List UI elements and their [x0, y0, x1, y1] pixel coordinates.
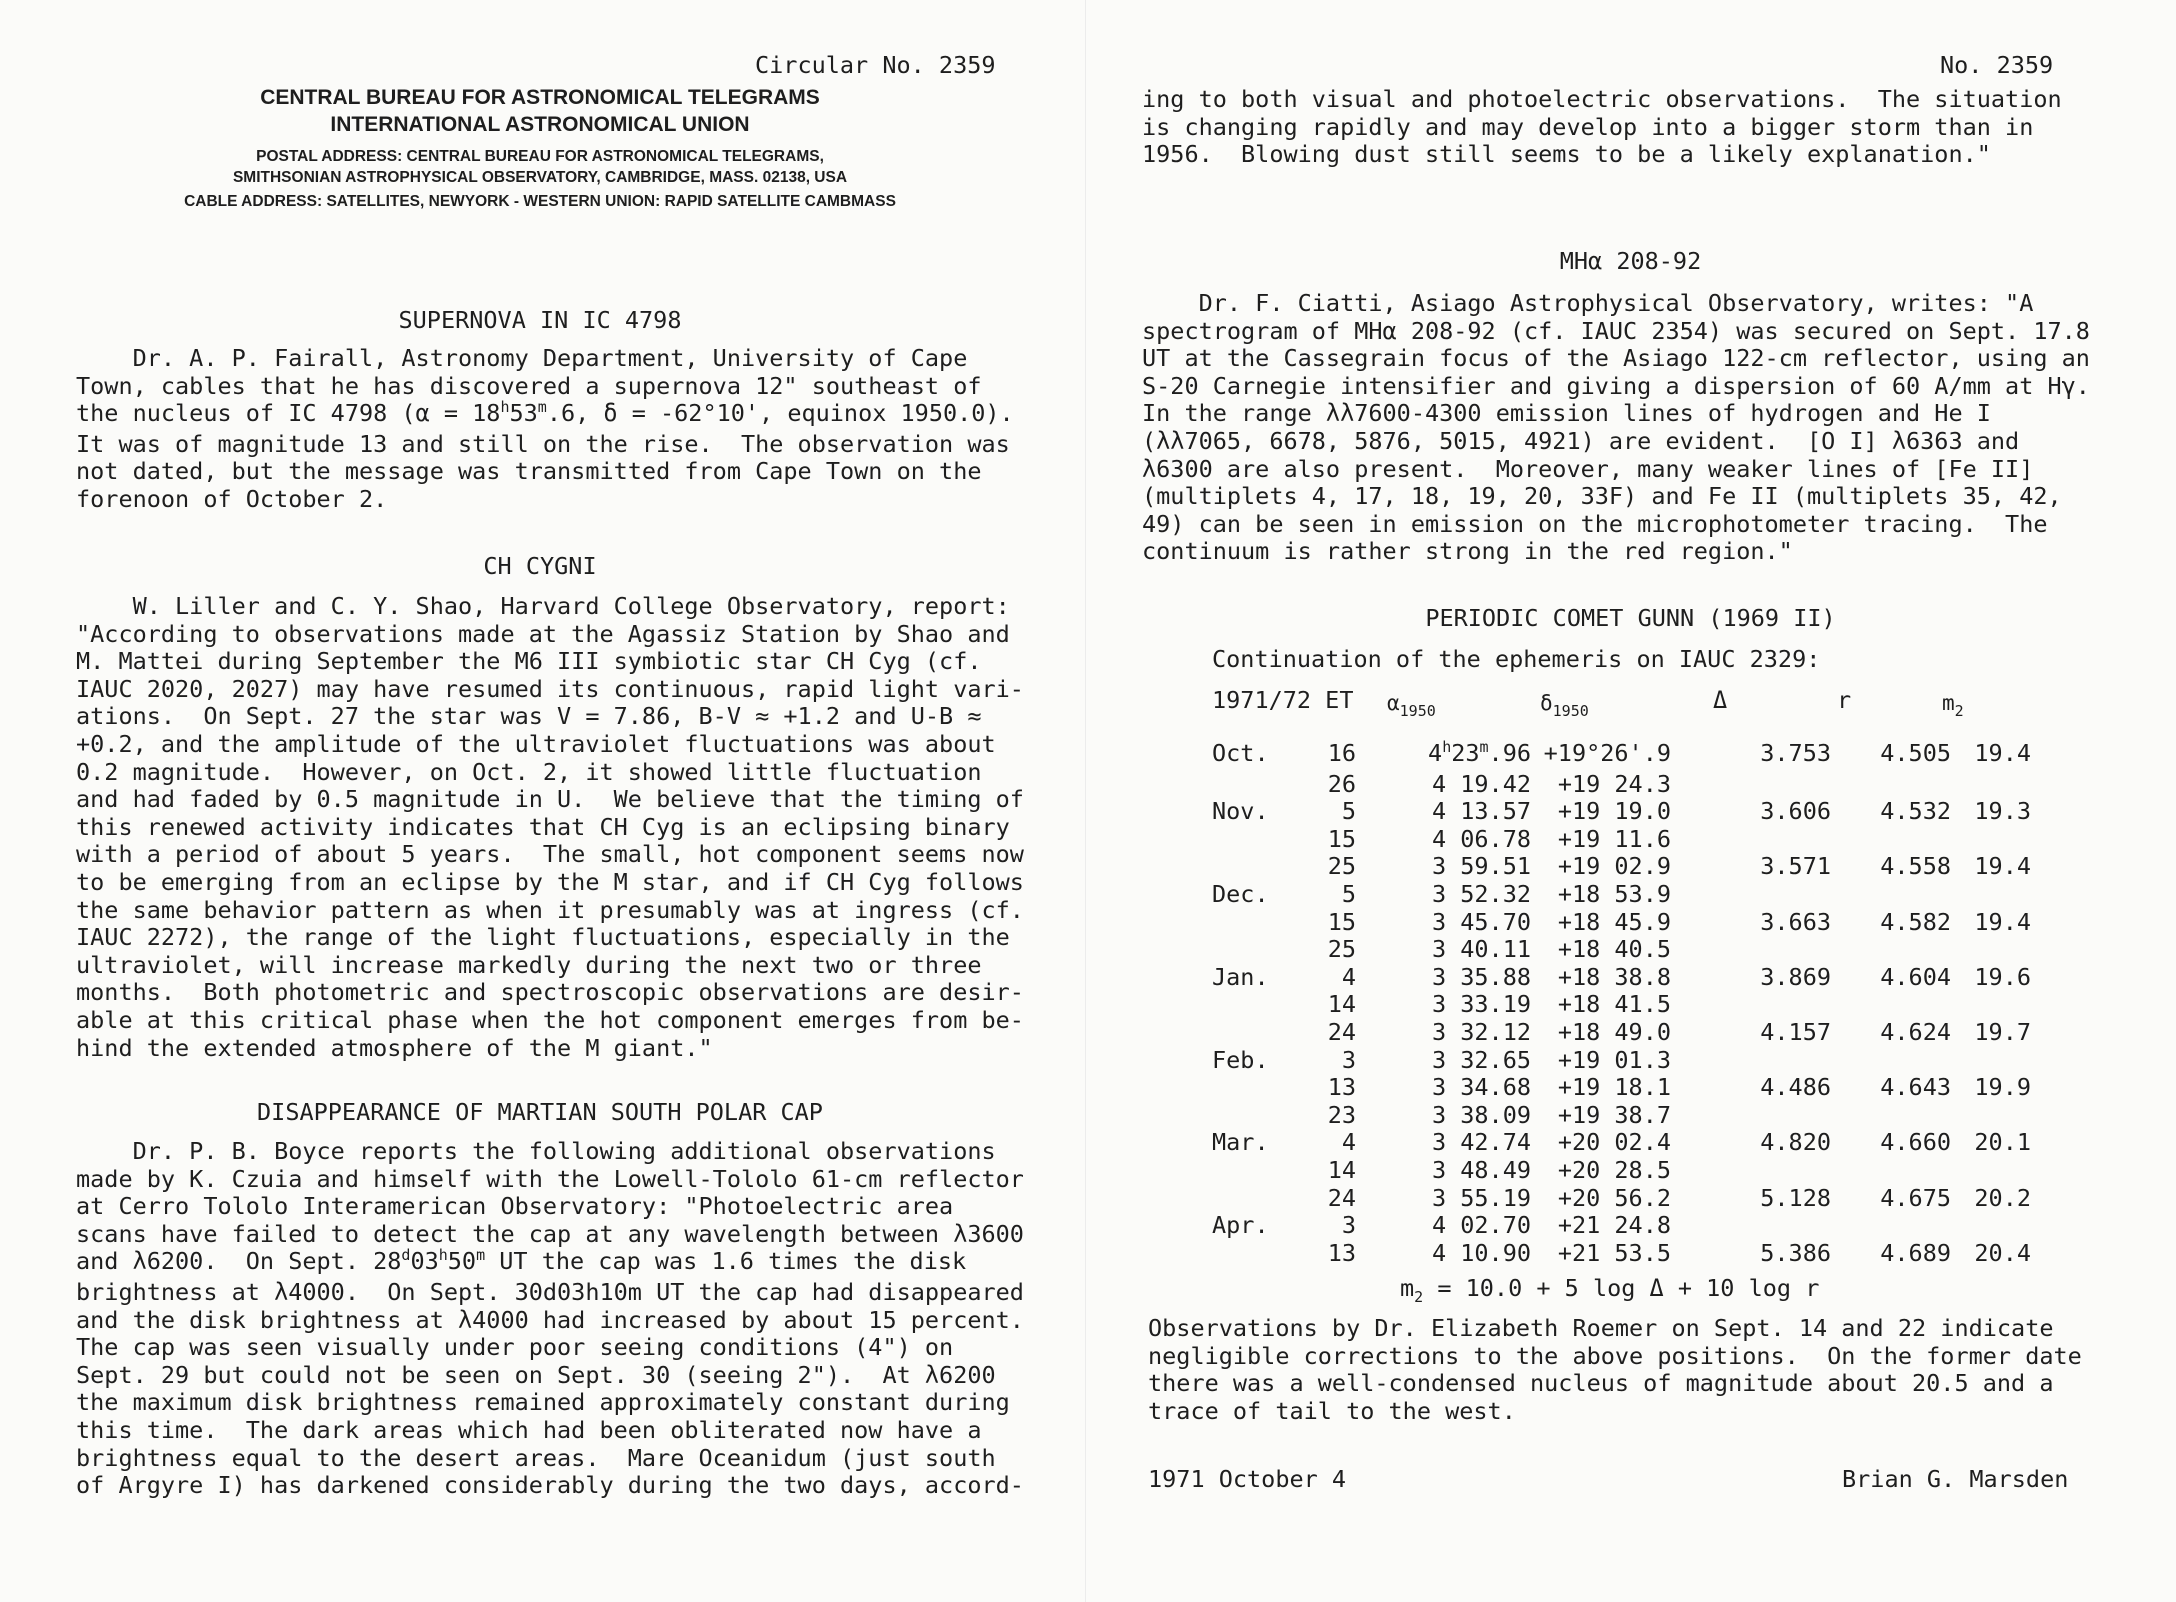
text-line: this renewed activity indicates that CH Cyg is an eclipsing binary [76, 812, 1010, 841]
ephemeris-cell-r: 4.660 [1880, 1128, 1951, 1157]
text-line: Dr. F. Ciatti, Asiago Astrophysical Observatory, writes: "A [1142, 289, 2034, 317]
text-line: In the range λλ7600-4300 emission lines of hydrogen and He I [1142, 399, 1991, 428]
ephemeris-cell-delta: 3.663 [1760, 907, 1831, 936]
text-line: 0.2 magnitude. However, on Oct. 2, it showed little fluctuation [76, 757, 982, 786]
ephemeris-cell-day: 24 [1327, 1183, 1356, 1212]
ephemeris-cell-r [1831, 1102, 1951, 1130]
ephemeris-cell-r [1831, 1212, 1951, 1240]
ephemeris-cell-ra: 4$^h$23$^m$.96 [1428, 738, 1531, 767]
text-line: not dated, but the message was transmitted from Cape Town on the [76, 457, 982, 486]
ephemeris-cell-m2: 20.4 [1974, 1238, 2031, 1267]
ephemeris-cell-dec: +19 11.6 [1557, 824, 1671, 853]
ephemeris-cell-m2 [1951, 881, 2031, 909]
text-line: negligible corrections to the above positions. On the former date [1148, 1341, 2082, 1370]
text-line: at Cerro Tololo Interamerican Observatory: "Photoelectric area [76, 1192, 954, 1221]
ephemeris-cell-day: 14 [1327, 990, 1356, 1019]
page-number: No. 2359 [1940, 51, 2054, 79]
ephemeris-cell-mon: Apr. [1212, 1211, 1269, 1240]
ephemeris-cell-r: 4.532 [1880, 797, 1951, 826]
ephemeris-cell-ra: 3 35.88 [1431, 962, 1531, 991]
ephemeris-row [1212, 1185, 2031, 1213]
text-line: IAUC 2272), the range of the light fluctuations, especially in the [76, 923, 1010, 952]
ephemeris-row [1212, 909, 2031, 937]
ephemeris-cell-mon [1212, 1185, 1296, 1213]
col-header-r: r [1837, 686, 1852, 714]
ephemeris-cell-ra: 3 38.09 [1431, 1100, 1531, 1129]
ephemeris-cell-day: 15 [1327, 824, 1356, 853]
ephemeris-cell-mon [1212, 1240, 1296, 1268]
right-page [1085, 0, 2176, 1602]
ephemeris-cell-dec: +20 28.5 [1557, 1155, 1671, 1184]
bureau-title: CENTRAL BUREAU FOR ASTRONOMICAL TELEGRAMS [260, 86, 820, 109]
ephemeris-cell-m2: 19.7 [1974, 1017, 2031, 1046]
ephemeris-cell-delta [1671, 1157, 1831, 1185]
cable-address: CABLE ADDRESS: SATELLITES, NEWYORK - WESTERN UNION: RAPID SATELLITE CAMBMASS [184, 193, 896, 210]
ephemeris-cell-mon: Dec. [1212, 879, 1269, 908]
ephemeris-row [1212, 771, 2031, 799]
ephemeris-cell-r: 4.689 [1880, 1238, 1951, 1267]
text-line: Dr. P. B. Boyce reports the following additional observations [76, 1137, 996, 1165]
text-line: scans have failed to detect the cap at any wavelength between λ3600 [76, 1219, 1024, 1248]
col-header-m2: $m_2$ [1942, 691, 1964, 720]
text-line: ations. On Sept. 27 the star was V = 7.86, B-V ≈ +1.2 and U-B ≈ [76, 702, 982, 731]
ephemeris-cell-m2 [1951, 771, 2031, 799]
postal-address-line-1: POSTAL ADDRESS: CENTRAL BUREAU FOR ASTRONOMICAL TELEGRAMS, [256, 148, 824, 165]
text-line: +0.2, and the amplitude of the ultraviolet fluctuations was about [76, 729, 996, 758]
ephemeris-cell-r [1831, 771, 1951, 799]
text-line: S-20 Carnegie intensifier and giving a dispersion of 60 A/mm at Hγ. [1142, 371, 2090, 400]
ephemeris-cell-m2: 19.9 [1974, 1073, 2031, 1102]
text-line: forenoon of October 2. [76, 484, 388, 513]
text-line: brightness equal to the desert areas. Mare Oceanidum (just south [76, 1443, 996, 1472]
text-line: is changing rapidly and may develop into a bigger storm than in [1142, 112, 2034, 141]
text-line: of Argyre I) has darkened considerably during the two days, accord- [76, 1471, 1024, 1500]
section-title-ch-cygni: CH CYGNI [483, 552, 597, 580]
text-line: ing to both visual and photoelectric observations. The situation [1142, 85, 2062, 113]
ephemeris-cell-r [1831, 991, 1951, 1019]
continuation-body [1142, 86, 2062, 169]
ephemeris-row [1212, 964, 2031, 992]
ephemeris-cell-day: 3 [1341, 1211, 1356, 1240]
ephemeris-cell-day: 13 [1327, 1073, 1356, 1102]
ephemeris-row [1212, 991, 2031, 1019]
ephemeris-cell-ra: 3 52.32 [1431, 879, 1531, 908]
ephemeris-table [1212, 740, 2031, 1267]
ephemeris-cell-day: 24 [1327, 1017, 1356, 1046]
text-line: Town, cables that he has discovered a supernova 12" southeast of [76, 371, 982, 400]
ephemeris-cell-dec: +19°26'.9 [1543, 739, 1671, 767]
ephemeris-table-grid [1212, 740, 2031, 1267]
ephemeris-cell-day: 25 [1327, 935, 1356, 964]
section-title-martian: DISAPPEARANCE OF MARTIAN SOUTH POLAR CAP [257, 1098, 823, 1126]
ephemeris-row [1212, 1240, 2031, 1268]
ephemeris-cell-delta: 3.753 [1760, 739, 1831, 767]
text-line: to be emerging from an eclipse by the M star, and if CH Cyg follows [76, 867, 1024, 896]
text-line: It was of magnitude 13 and still on the rise. The observation was [76, 429, 1010, 458]
col-header-ra: $\alpha_{1950}$ [1387, 691, 1436, 720]
ephemeris-cell-mon: Oct. [1212, 739, 1269, 767]
text-line: The cap was seen visually under poor seeing conditions (4") on [76, 1333, 954, 1362]
ephemeris-cell-dec: +19 02.9 [1557, 852, 1671, 881]
col-header-delta: Δ [1713, 686, 1728, 714]
text-line: ultraviolet, will increase markedly during the next two or three [76, 950, 982, 979]
text-line: (λλ7065, 6678, 5876, 5015, 4921) are evident. [O I] λ6363 and [1142, 426, 2020, 455]
text-line: hind the extended atmosphere of the M giant." [76, 1033, 713, 1062]
circular-number: Circular No. 2359 [755, 51, 996, 79]
text-line: brightness at λ4000. On Sept. 30d03h10m UT the cap had disappeared [76, 1277, 1024, 1306]
ephemeris-cell-dec: +18 40.5 [1557, 935, 1671, 964]
ephemeris-cell-dec: +18 38.8 [1557, 962, 1671, 991]
text-line: Dr. A. P. Fairall, Astronomy Department, University of Cape [76, 344, 968, 372]
ephemeris-cell-r: 4.675 [1880, 1183, 1951, 1212]
ephemeris-cell-ra: 3 48.49 [1431, 1155, 1531, 1184]
ephemeris-cell-delta [1671, 936, 1831, 964]
supernova-body [76, 345, 1014, 514]
ephemeris-cell-day: 5 [1341, 797, 1356, 826]
ephemeris-row [1212, 881, 2031, 909]
ephemeris-cell-r: 4.624 [1880, 1017, 1951, 1046]
ephemeris-cell-day: 3 [1341, 1045, 1356, 1074]
text-line: and had faded by 0.5 magnitude in U. We believe that the timing of [76, 785, 1024, 814]
ephemeris-cell-r: 4.604 [1880, 962, 1951, 991]
ephemeris-cell-m2 [1951, 1047, 2031, 1075]
ephemeris-cell-day: 25 [1327, 852, 1356, 881]
ephemeris-cell-m2: 19.6 [1974, 962, 2031, 991]
ephemeris-cell-ra: 3 40.11 [1431, 935, 1531, 964]
ephemeris-row [1212, 740, 2031, 771]
ephemeris-cell-delta [1671, 881, 1831, 909]
ephemeris-cell-day: 23 [1327, 1100, 1356, 1129]
ephemeris-cell-ra: 3 32.65 [1431, 1045, 1531, 1074]
ephemeris-cell-mon: Nov. [1212, 797, 1269, 826]
ephemeris-cell-dec: +19 24.3 [1557, 769, 1671, 798]
ephemeris-cell-mon [1212, 1074, 1296, 1102]
text-line: there was a well-condensed nucleus of magnitude about 20.5 and a [1148, 1369, 2054, 1398]
ephemeris-cell-dec: +19 18.1 [1557, 1073, 1671, 1102]
ephemeris-cell-delta: 3.869 [1760, 962, 1831, 991]
ephemeris-cell-r [1831, 881, 1951, 909]
ephemeris-cell-day: 13 [1327, 1238, 1356, 1267]
ephemeris-row [1212, 936, 2031, 964]
ephemeris-cell-mon: Mar. [1212, 1128, 1269, 1157]
union-title: INTERNATIONAL ASTRONOMICAL UNION [330, 113, 750, 136]
text-line: trace of tail to the west. [1148, 1396, 1516, 1425]
ephemeris-cell-day: 15 [1327, 907, 1356, 936]
ephemeris-cell-delta: 5.128 [1760, 1183, 1831, 1212]
ephemeris-cell-day: 16 [1327, 739, 1356, 767]
ephemeris-cell-delta: 3.571 [1760, 852, 1831, 881]
text-line: UT at the Cassegrain focus of the Asiago 122-cm reflector, using an [1142, 344, 2090, 373]
left-page [0, 0, 1085, 1602]
text-line: able at this critical phase when the hot component emerges from be- [76, 1005, 1024, 1034]
ephemeris-cell-r: 4.558 [1880, 852, 1951, 881]
ephemeris-cell-r [1831, 826, 1951, 854]
ch-cygni-body [76, 593, 1024, 1062]
ephemeris-cell-r [1831, 1157, 1951, 1185]
ephemeris-cell-m2: 19.4 [1974, 739, 2031, 767]
text-line: W. Liller and C. Y. Shao, Harvard College Observatory, report: [76, 592, 1010, 620]
ephemeris-row [1212, 1212, 2031, 1240]
ephemeris-cell-m2: 19.4 [1974, 907, 2031, 936]
ephemeris-cell-ra: 4 06.78 [1431, 824, 1531, 853]
ephemeris-cell-dec: +19 01.3 [1557, 1045, 1671, 1074]
martian-body [76, 1138, 1024, 1500]
ephemeris-cell-mon [1212, 1019, 1296, 1047]
ephemeris-cell-m2 [1951, 1102, 2031, 1130]
magnitude-formula: $m_2 = 10.0 + 5$ log Δ + 10 log r [1400, 1274, 1820, 1306]
ephemeris-row [1212, 1074, 2031, 1102]
text-line: and the disk brightness at λ4000 had increased by about 15 percent. [76, 1305, 1024, 1334]
ephemeris-row [1212, 798, 2031, 826]
ephemeris-cell-dec: +18 45.9 [1557, 907, 1671, 936]
ephemeris-row [1212, 1047, 2031, 1075]
text-line: and λ6200. On Sept. 28$^d$03$^h$50$^m$ UT the cap was 1.6 times the disk [76, 1246, 967, 1276]
ephemeris-cell-mon [1212, 936, 1296, 964]
ephemeris-cell-delta [1671, 771, 1831, 799]
text-line: this time. The dark areas which had been obliterated now have a [76, 1415, 982, 1444]
ephemeris-cell-mon [1212, 909, 1296, 937]
text-line: 49) can be seen in emission on the microphotometer tracing. The [1142, 509, 2048, 538]
ephemeris-cell-r [1831, 1047, 1951, 1075]
ephemeris-cell-delta [1671, 826, 1831, 854]
text-line: continuum is rather strong in the red region." [1142, 537, 1793, 566]
ephemeris-cell-r: 4.643 [1880, 1073, 1951, 1102]
col-header-dec: $\delta_{1950}$ [1540, 691, 1589, 720]
section-title-mha: MHα 208-92 [1559, 247, 1702, 275]
ephemeris-cell-mon [1212, 771, 1296, 799]
ephemeris-cell-ra: 3 55.19 [1431, 1183, 1531, 1212]
text-line: M. Mattei during September the M6 III symbiotic star CH Cyg (cf. [76, 647, 982, 676]
ephemeris-cell-delta: 5.386 [1760, 1238, 1831, 1267]
ephemeris-cell-m2 [1951, 1212, 2031, 1240]
ephemeris-cell-ra: 3 34.68 [1431, 1073, 1531, 1102]
ephemeris-cell-dec: +20 02.4 [1557, 1128, 1671, 1157]
issue-date: 1971 October 4 [1148, 1465, 1347, 1493]
ephemeris-intro: Continuation of the ephemeris on IAUC 2329: [1212, 645, 1821, 673]
ephemeris-cell-day: 26 [1327, 769, 1356, 798]
section-title-comet: PERIODIC COMET GUNN (1969 II) [1425, 604, 1836, 632]
ephemeris-cell-mon [1212, 991, 1296, 1019]
ephemeris-cell-delta [1671, 991, 1831, 1019]
text-line: λ6300 are also present. Moreover, many weaker lines of [Fe II] [1142, 454, 2034, 483]
ephemeris-row [1212, 853, 2031, 881]
ephemeris-row [1212, 826, 2031, 854]
ephemeris-cell-delta [1671, 1047, 1831, 1075]
text-line: IAUC 2020, 2027) may have resumed its continuous, rapid light vari- [76, 674, 1024, 703]
ephemeris-cell-mon: Feb. [1212, 1045, 1269, 1074]
ephemeris-cell-dec: +21 53.5 [1557, 1238, 1671, 1267]
text-line: spectrogram of MHα 208-92 (cf. IAUC 2354) was secured on Sept. 17.8 [1142, 316, 2090, 345]
ephemeris-cell-delta: 4.820 [1760, 1128, 1831, 1157]
text-line: months. Both photometric and spectroscopic observations are desir- [76, 978, 1024, 1007]
ephemeris-row [1212, 1157, 2031, 1185]
ephemeris-cell-ra: 4 13.57 [1431, 797, 1531, 826]
ephemeris-cell-ra: 3 33.19 [1431, 990, 1531, 1019]
ephemeris-cell-ra: 3 59.51 [1431, 852, 1531, 881]
ephemeris-cell-ra: 4 19.42 [1431, 769, 1531, 798]
text-line: "According to observations made at the Agassiz Station by Shao and [76, 619, 1010, 648]
ephemeris-cell-day: 5 [1341, 879, 1356, 908]
ephemeris-cell-dec: +21 24.8 [1557, 1211, 1671, 1240]
ephemeris-cell-m2: 19.3 [1974, 797, 2031, 826]
ephemeris-cell-mon [1212, 853, 1296, 881]
ephemeris-cell-dec: +18 53.9 [1557, 879, 1671, 908]
text-line: the maximum disk brightness remained approximately constant during [76, 1388, 1010, 1417]
text-line: with a period of about 5 years. The small, hot component seems now [76, 840, 1024, 869]
ephemeris-cell-ra: 4 02.70 [1431, 1211, 1531, 1240]
observations-body [1148, 1315, 2082, 1425]
ephemeris-cell-m2: 19.4 [1974, 852, 2031, 881]
text-line: the nucleus of IC 4798 ($\alpha = 18^h53^m.6$, δ = -62°10', equinox 1950.0). [76, 398, 1014, 428]
ephemeris-cell-r: 4.505 [1880, 739, 1951, 767]
ephemeris-cell-dec: +19 38.7 [1557, 1100, 1671, 1129]
ephemeris-cell-dec: +19 19.0 [1557, 797, 1671, 826]
ephemeris-cell-ra: 3 42.74 [1431, 1128, 1531, 1157]
ephemeris-cell-day: 4 [1341, 962, 1356, 991]
ephemeris-cell-dec: +18 49.0 [1557, 1017, 1671, 1046]
ephemeris-cell-delta: 4.157 [1760, 1017, 1831, 1046]
postal-address-line-2: SMITHSONIAN ASTROPHYSICAL OBSERVATORY, CAMBRIDGE, MASS. 02138, USA [232, 169, 848, 186]
ephemeris-cell-ra: 4 10.90 [1431, 1238, 1531, 1267]
ephemeris-cell-m2 [1951, 936, 2031, 964]
ephemeris-cell-mon [1212, 1157, 1296, 1185]
ephemeris-cell-mon: Jan. [1212, 962, 1269, 991]
ephemeris-cell-m2: 20.2 [1974, 1183, 2031, 1212]
ephemeris-cell-m2 [1951, 826, 2031, 854]
ephemeris-row [1212, 1129, 2031, 1157]
ephemeris-row [1212, 1102, 2031, 1130]
ephemeris-cell-delta: 4.486 [1760, 1073, 1831, 1102]
ephemeris-cell-delta [1671, 1212, 1831, 1240]
ephemeris-cell-day: 4 [1341, 1128, 1356, 1157]
text-line: (multiplets 4, 17, 18, 19, 20, 33F) and Fe II (multiplets 35, 42, [1142, 482, 2062, 511]
ephemeris-cell-delta: 3.606 [1760, 797, 1831, 826]
ephemeris-cell-m2 [1951, 991, 2031, 1019]
text-line: made by K. Czuia and himself with the Lowell-Tololo 61-cm reflector [76, 1164, 1024, 1193]
mha-body [1142, 290, 2090, 566]
ephemeris-cell-mon [1212, 826, 1296, 854]
text-line: Sept. 29 but could not be seen on Sept. 30 (seeing 2"). At λ6200 [76, 1360, 996, 1389]
text-line: the same behavior pattern as when it presumably was at ingress (cf. [76, 895, 1024, 924]
signature: Brian G. Marsden [1842, 1465, 2069, 1493]
col-header-date: 1971/72 ET [1212, 686, 1354, 714]
ephemeris-cell-r [1831, 936, 1951, 964]
ephemeris-cell-dec: +20 56.2 [1557, 1183, 1671, 1212]
ephemeris-cell-ra: 3 32.12 [1431, 1017, 1531, 1046]
text-line: 1956. Blowing dust still seems to be a likely explanation." [1142, 140, 1991, 169]
ephemeris-cell-ra: 3 45.70 [1431, 907, 1531, 936]
ephemeris-cell-m2: 20.1 [1974, 1128, 2031, 1157]
text-line: Observations by Dr. Elizabeth Roemer on Sept. 14 and 22 indicate [1148, 1314, 2054, 1342]
ephemeris-cell-r: 4.582 [1880, 907, 1951, 936]
ephemeris-cell-delta [1671, 1102, 1831, 1130]
ephemeris-cell-dec: +18 41.5 [1557, 990, 1671, 1019]
ephemeris-row [1212, 1019, 2031, 1047]
section-title-supernova: SUPERNOVA IN IC 4798 [398, 306, 682, 334]
ephemeris-cell-day: 14 [1327, 1155, 1356, 1184]
ephemeris-cell-mon [1212, 1102, 1296, 1130]
ephemeris-cell-m2 [1951, 1157, 2031, 1185]
